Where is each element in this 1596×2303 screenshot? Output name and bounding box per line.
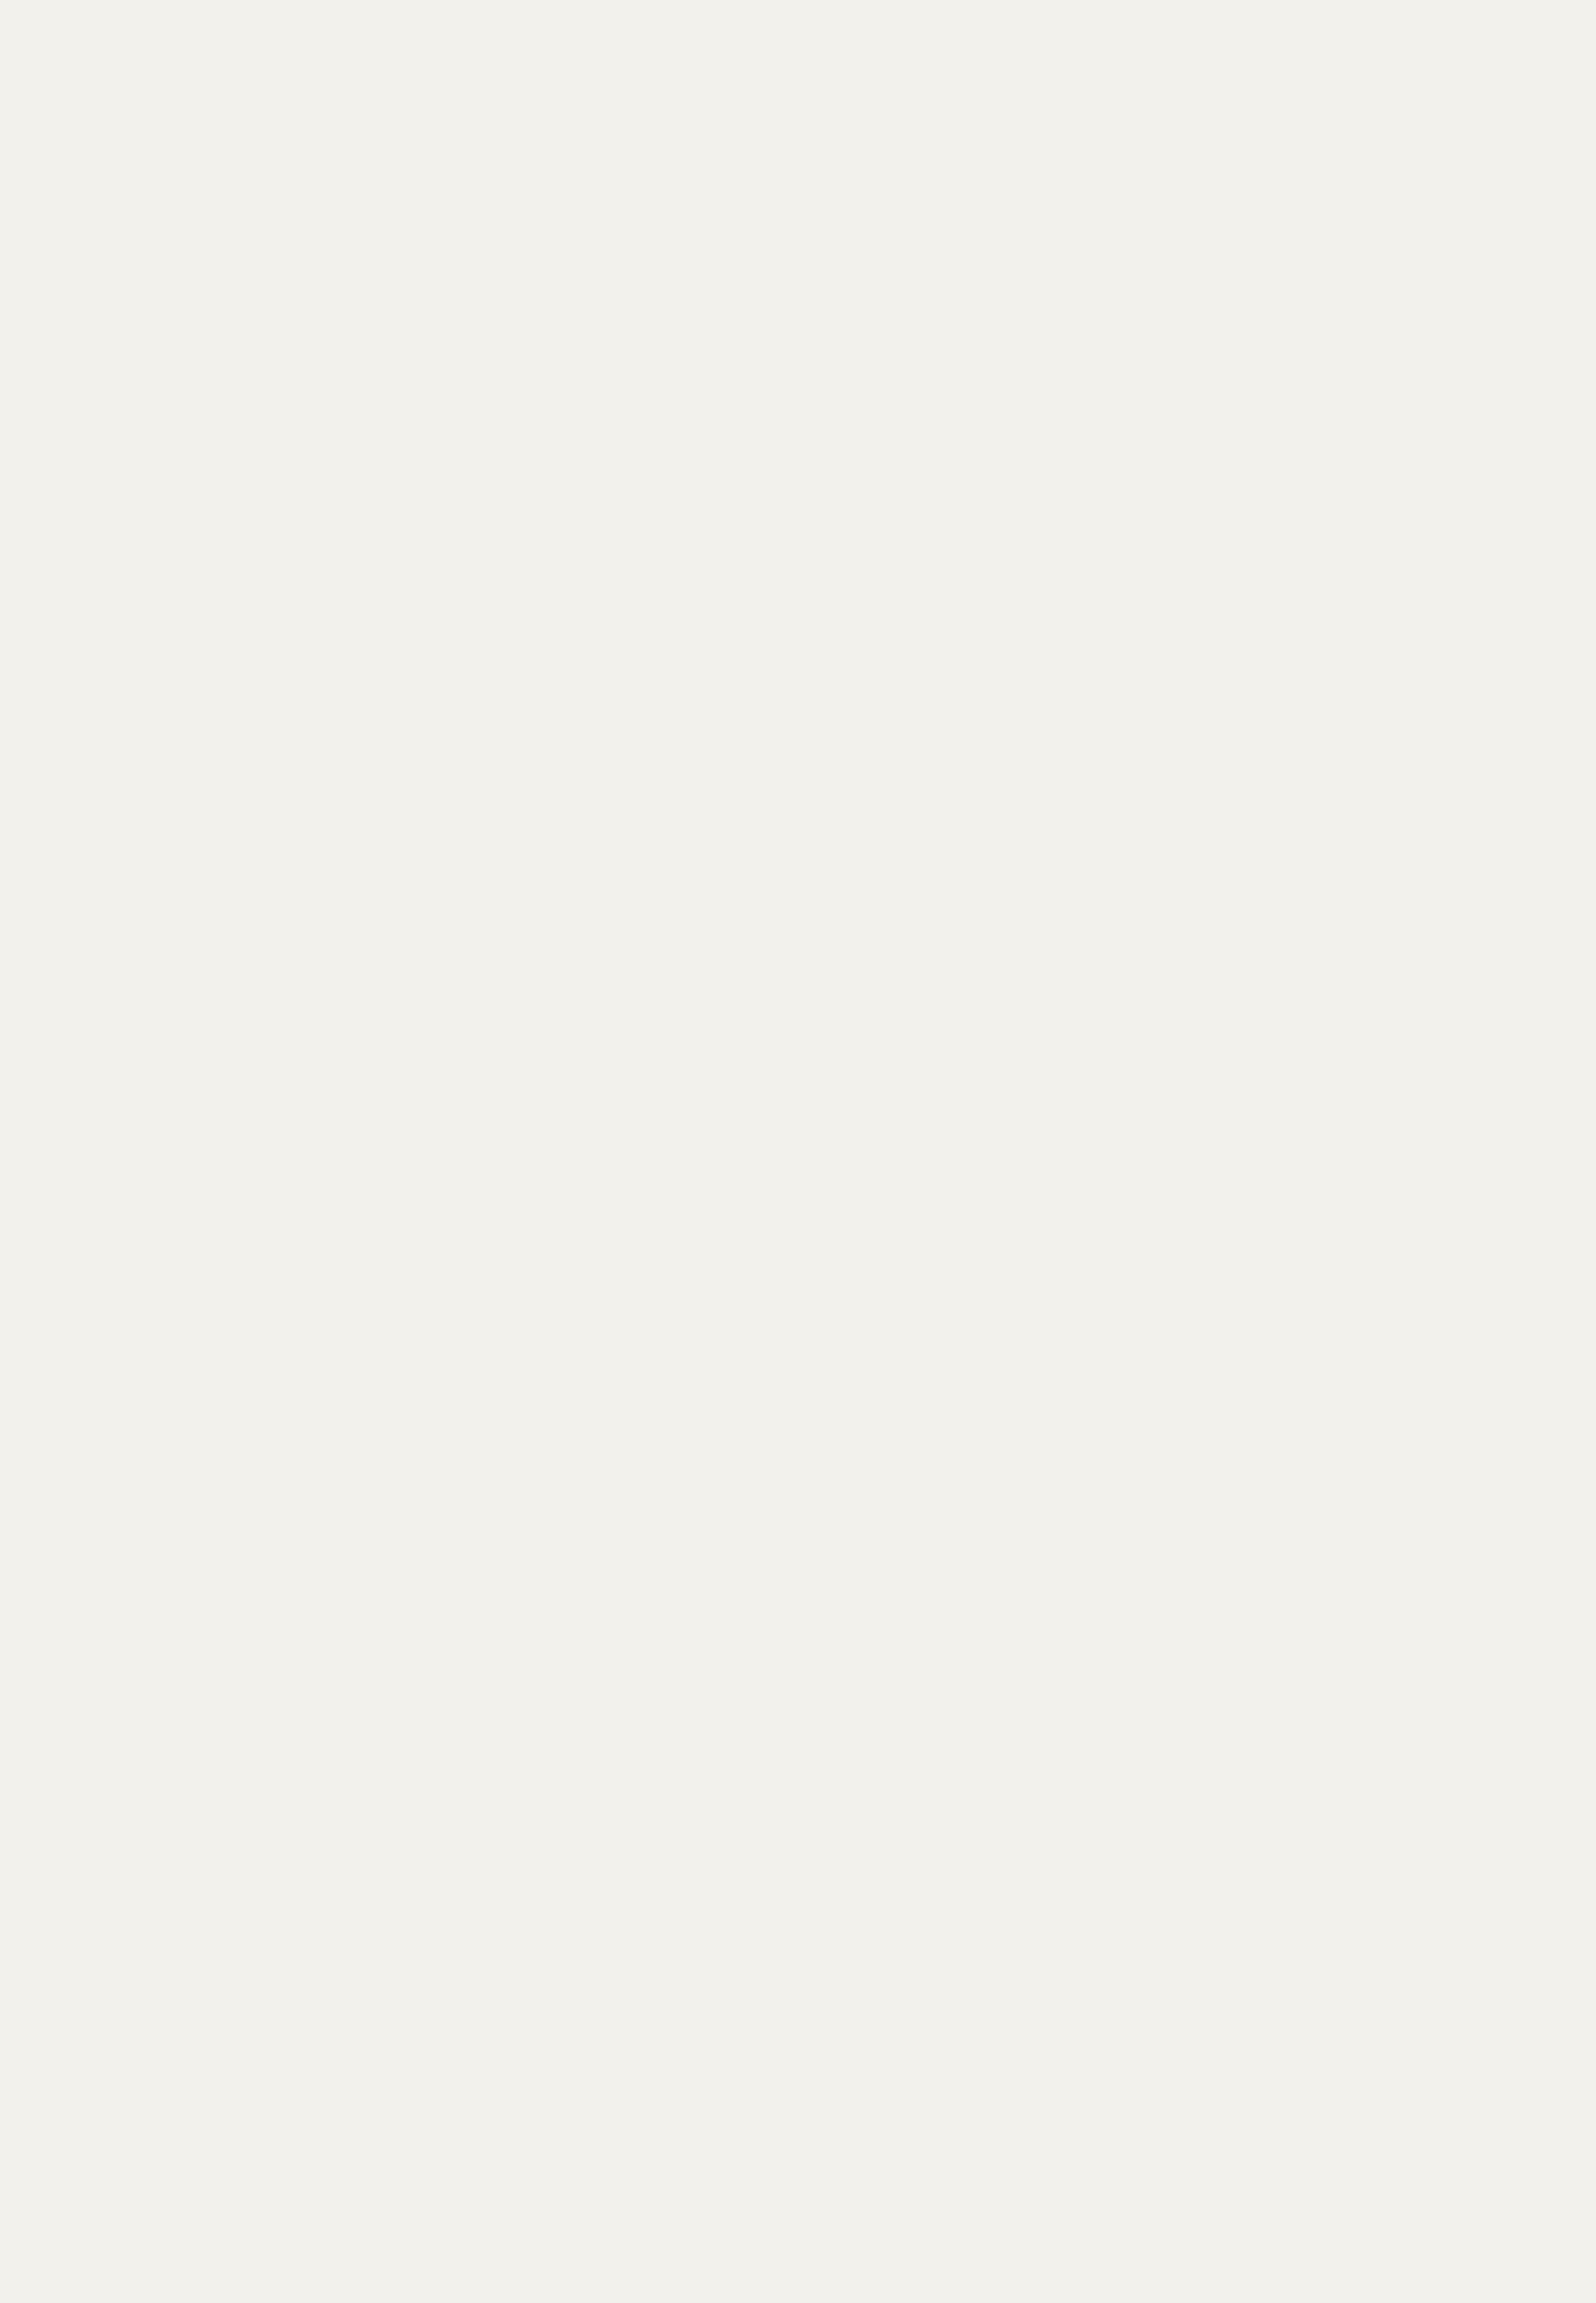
watermark-logo	[783, 1159, 1315, 1349]
